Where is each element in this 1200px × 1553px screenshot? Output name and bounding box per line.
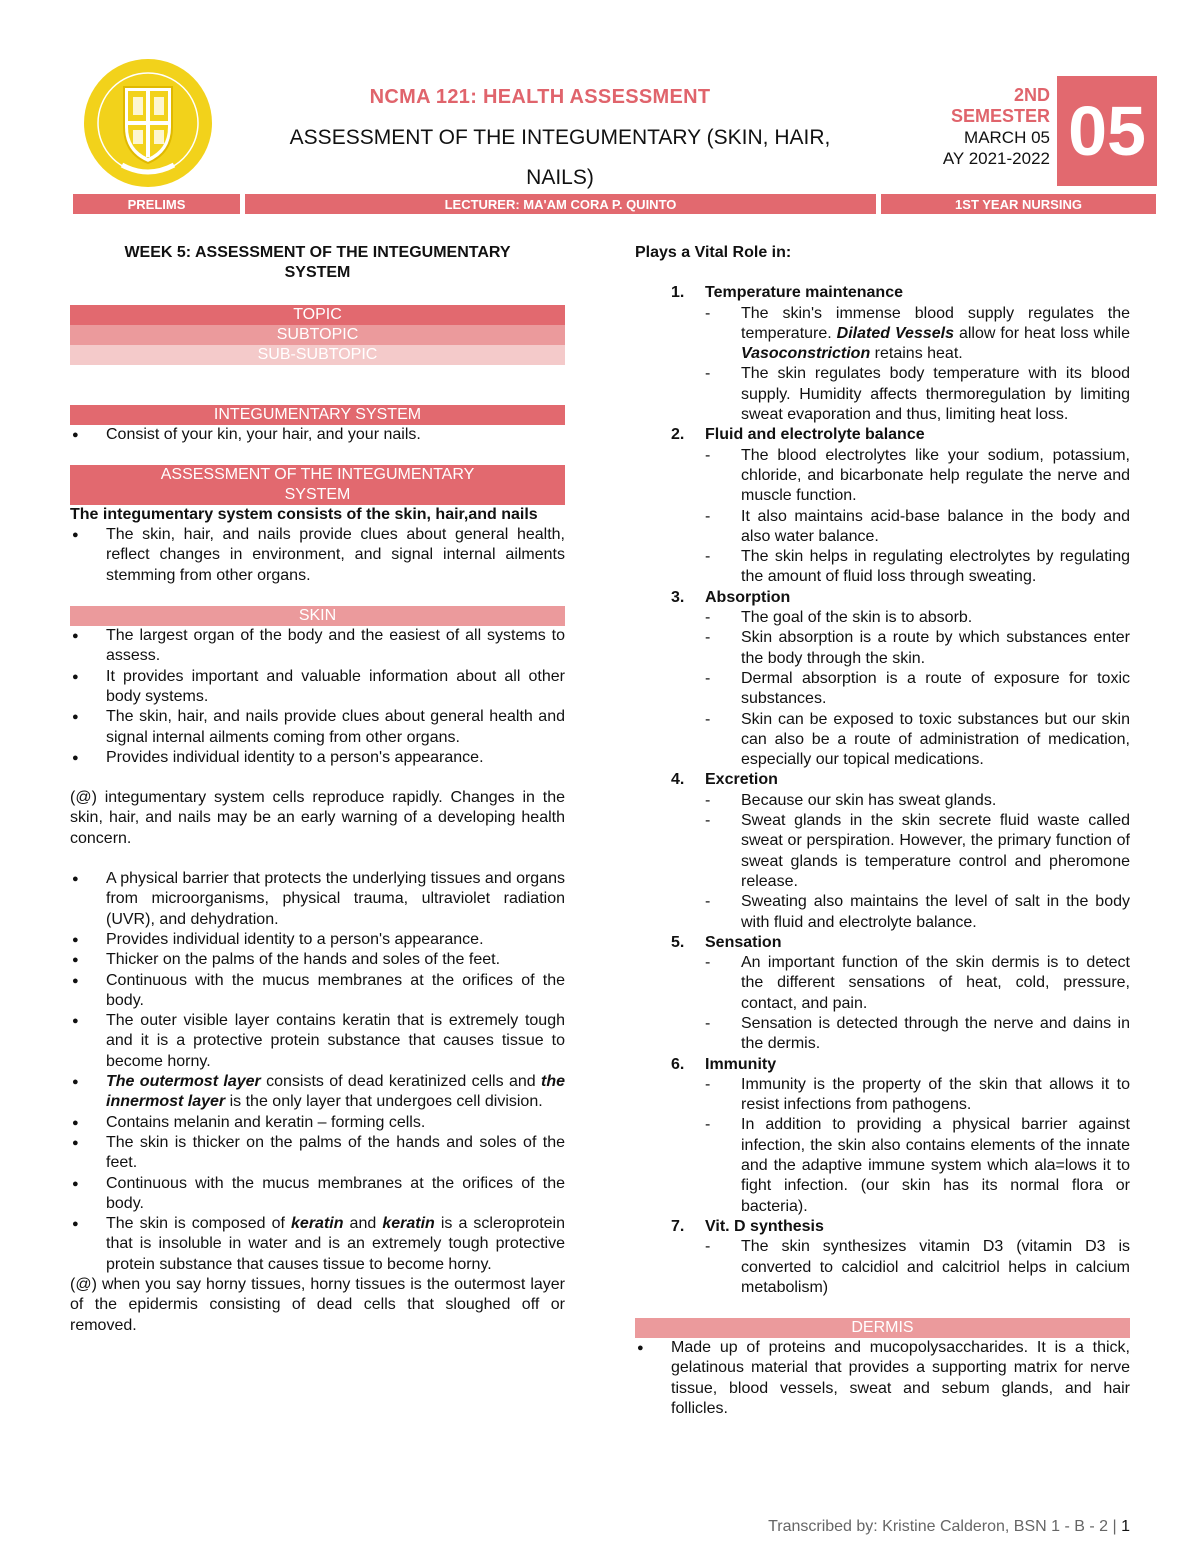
list-item: ● Continuous with the mucus membranes at the orifices of the body. [70,971,565,1012]
course-title: NCMA 121: HEALTH ASSESSMENT [369,86,711,108]
list-item: ● Provides individual identity to a person's appearance. [70,930,565,950]
academic-year: AY 2021-2022 [942,149,1050,168]
footer-credit: Transcribed by: Kristine Calderon, BSN 1 - B - 2 | 1 [768,1518,1130,1535]
vital-role-intro: Plays a Vital Role in: [635,244,792,261]
note-paragraph: (@) integumentary system cells reproduce rapidly. Changes in the skin, hair, and nails may be an early warning of a developing health concern. [70,789,565,847]
lesson-number: 05 [1057,76,1157,186]
integumentary-heading: INTEGUMENTARY SYSTEM [70,405,565,425]
role-title: 5. Sensation [671,933,782,951]
year-tag: 1ST YEAR NURSING [881,194,1156,214]
legend-subtopic: SUBTOPIC [70,325,565,345]
prelims-tag: PRELIMS [73,194,240,214]
list-item: ● The outermost layer consists of dead keratinized cells and the innermost layer is the only layer that undergoes cell division. [70,1072,565,1113]
school-seal-logo [82,57,214,189]
emphasis-text: Dilated Vessels [836,324,954,342]
list-item: - Because our skin has sweat glands. [635,791,1130,811]
role-title: 4. Excretion [671,771,778,789]
list-item: ● The largest organ of the body and the easiest of all systems to assess. [70,626,565,667]
list-item: - Sweat glands in the skin secrete fluid waste called sweat or perspiration. However, the primary function of sweat glands is temperature control and pheromone release. [635,811,1130,892]
list-item: - The skin's immense blood supply regulates the temperature. Dilated Vessels allow for heat loss while Vasoconstriction retains heat. [635,304,1130,365]
skin-heading: SKIN [70,606,565,626]
list-item: ● Contains melanin and keratin – forming cells. [70,1113,565,1133]
emphasis-text: Vasoconstriction [741,345,871,363]
right-column [635,243,1130,1419]
list-item: - Immunity is the property of the skin that allows it to resist infections from pathogens. [635,1075,1130,1116]
list-item: - Dermal absorption is a route of exposure for toxic substances. [635,669,1130,710]
list-item: ● It provides important and valuable information about all other body systems. [70,667,565,708]
role-title: 3. Absorption [671,588,791,606]
list-item: - The skin helps in regulating electrolytes by regulating the amount of fluid loss through sweating. [635,547,1130,588]
emphasis-text: The outermost layer [106,1073,261,1091]
role-title: 6. Immunity [671,1055,777,1073]
assessment-heading: ASSESSMENT OF THE INTEGUMENTARY SYSTEM [70,465,565,505]
list-item: - Sensation is detected through the nerve and dains in the dermis. [635,1014,1130,1055]
week-title: WEEK 5: ASSESSMENT OF THE INTEGUMENTARY SYSTEM [124,244,511,282]
role-title: 2. Fluid and electrolyte balance [671,426,925,444]
list-item: ● The skin is thicker on the palms of the hands and soles of the feet. [70,1133,565,1174]
list-item: ● Made up of proteins and mucopolysaccharides. It is a thick, gelatinous material that provides a supporting matrix for nerve tissue, blood vessels, sweat and sebum glands, and hair follicles. [635,1338,1130,1419]
role-title: 1. Temperature maintenance [671,284,903,302]
list-item: ● The skin is composed of keratin and keratin is a scleroprotein that is insoluble in water and is an extremely tough protective protein substance that causes tissue to become horny. [70,1214,565,1275]
page-title: ASSESSMENT OF THE INTEGUMENTARY (SKIN, HAIR, NAILS) [289,126,831,189]
list-item: ● The skin, hair, and nails provide clues about general health and signal internal ailments coming from other organs. [70,707,565,748]
list-item: - It also maintains acid-base balance in the body and also water balance. [635,507,1130,548]
list-item: - An important function of the skin dermis is to detect the different sensations of heat, cold, pressure, contact, and pain. [635,953,1130,1014]
legend-topic: TOPIC [70,305,565,325]
list-item: ● The outer visible layer contains keratin that is extremely tough and it is a protective protein substance that causes tissue to become horny. [70,1011,565,1072]
dermis-heading: DERMIS [635,1318,1130,1338]
semester-label: 2ND SEMESTER [950,85,1050,126]
list-item: - The blood electrolytes like your sodium, potassium, chloride, and bicarbonate help regulate the nerve and muscle function. [635,446,1130,507]
legend-subsubtopic: SUB-SUBTOPIC [70,345,565,365]
lecturer-tag: LECTURER: MA'AM CORA P. QUINTO [245,194,876,214]
list-item: - Skin absorption is a route by which substances enter the body through the skin. [635,628,1130,669]
list-item: ● Continuous with the mucus membranes at the orifices of the body. [70,1174,565,1215]
list-item: - The goal of the skin is to absorb. [635,608,1130,628]
left-column [70,243,565,1336]
assessment-bold-text: The integumentary system consists of the skin, hair,and nails [70,505,538,523]
note-paragraph: (@) when you say horny tissues, horny tissues is the outermost layer of the epidermis consisting of dead cells that sloughed off or removed. [70,1275,565,1334]
list-item: ● A physical barrier that protects the underlying tissues and organs from microorganisms, physical trauma, ultraviolet radiation (UVR), and dehydration. [70,869,565,930]
emphasis-text: the innermost layer [106,1073,565,1111]
semester-info [930,85,1050,169]
role-title: 7. Vit. D synthesis [671,1217,824,1235]
emphasis-text: keratin [291,1215,344,1233]
list-item: - The skin regulates body temperature with its blood supply. Humidity affects thermoregulation by limiting sweat evaporation and thus, limiting heat loss. [635,364,1130,425]
emphasis-text: keratin [382,1215,435,1233]
list-item: ● Consist of your kin, your hair, and your nails. [70,425,565,445]
list-item: - In addition to providing a physical barrier against infection, the skin also contains elements of the innate and the adaptive immune system which ala=lows it to fight infection. (our skin has its normal flora or bacteria). [635,1115,1130,1216]
list-item: ● Thicker on the palms of the hands and soles of the feet. [70,950,565,970]
list-item: ● The skin, hair, and nails provide clues about general health, reflect changes in environment, and signal internal ailments stemming from other organs. [70,525,565,586]
list-item: ● Provides individual identity to a person's appearance. [70,748,565,768]
list-item: - Sweating also maintains the level of salt in the body with fluid and electrolyte balance. [635,892,1130,933]
list-item: - The skin synthesizes vitamin D3 (vitamin D3 is converted to calcidiol and calcitriol helps in calcium metabolism) [635,1237,1130,1298]
date-label: MARCH 05 [964,128,1050,147]
page-number: 1 [1121,1518,1130,1535]
list-item: - Skin can be exposed to toxic substances but our skin can also be a route of administration of medication, especially our topical medications. [635,710,1130,771]
